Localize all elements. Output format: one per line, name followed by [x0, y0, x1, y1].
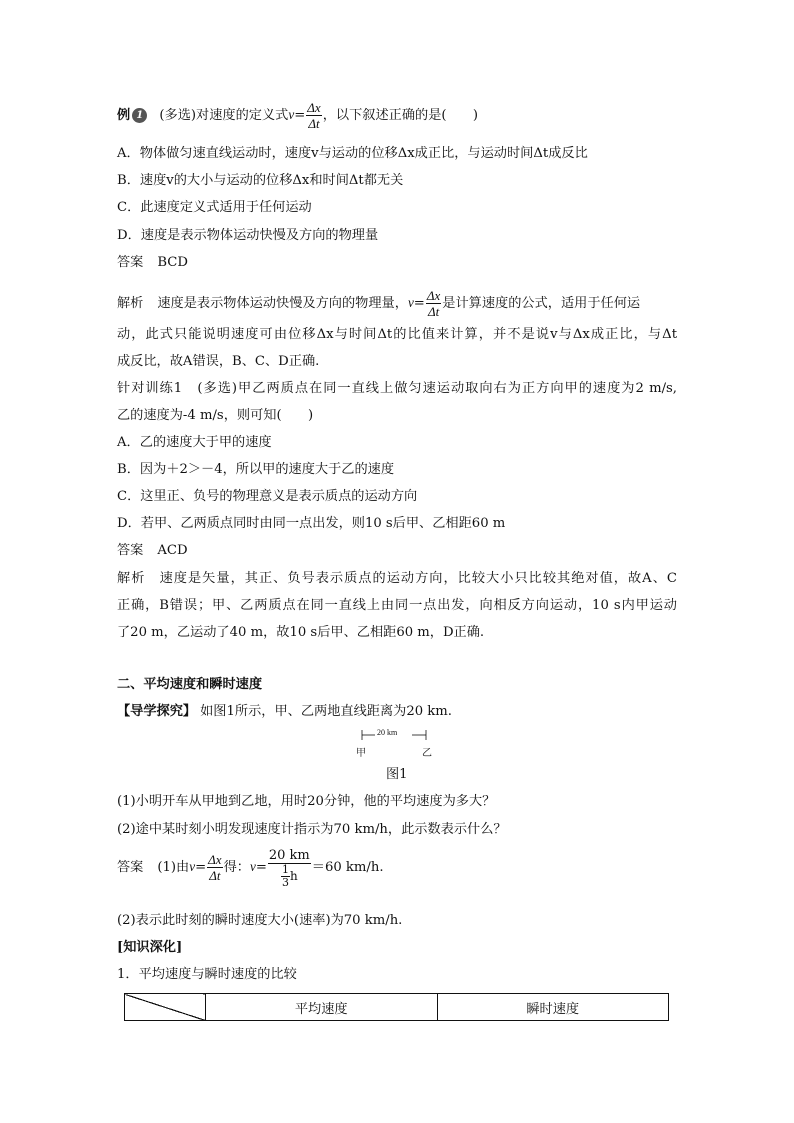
header-instantaneous-velocity: 瞬时速度 — [437, 994, 669, 1021]
equals-sign: = — [294, 108, 306, 123]
one-third-denominator: 3 — [281, 876, 289, 889]
training-question-line1: 针对训练1 (多选)甲乙两质点在同一直线上做匀速运动取向右为正方向甲的速度为2 m/s, — [117, 381, 677, 396]
figure-caption: 图1 — [386, 767, 408, 782]
option-d: D．速度是表示物体运动快慢及方向的物理量 — [117, 228, 379, 243]
fraction-denominator: Δt — [308, 116, 320, 131]
distance-label: 20 km — [377, 728, 398, 737]
training-analysis-line1 — [117, 570, 677, 588]
point-yi: 乙 — [422, 748, 432, 759]
fraction-numerator: Δx — [208, 852, 222, 867]
point-jia: 甲 — [356, 748, 366, 759]
table-corner-cell — [125, 994, 206, 1021]
question-text: (多选)对速度的定义式 — [159, 108, 289, 123]
example-analysis-line1 — [117, 288, 640, 319]
analysis-text: 速度是矢量，其正、负号表示质点的运动方向，比较大小只比较其绝对值，故A、C — [159, 571, 677, 586]
fraction-numerator: 20 km — [268, 848, 310, 863]
knowledge-label: [知识深化] — [117, 940, 183, 955]
guide-label: 【导学探究】 — [117, 704, 197, 719]
speed-fraction — [268, 848, 311, 889]
training-option-b: B．因为＋2＞－4，所以甲的速度大于乙的速度 — [117, 462, 395, 477]
example-label: 例 — [117, 108, 131, 123]
figure-1 — [350, 726, 450, 760]
answer-text: 得： — [223, 860, 250, 875]
guide-answer-1 — [117, 848, 384, 889]
fraction-numerator: Δx — [426, 288, 441, 303]
equals-sign: = — [195, 860, 207, 875]
hour-unit: h — [289, 869, 298, 883]
velocity-symbol: v — [249, 859, 256, 874]
equals-sign: = — [255, 860, 267, 875]
answer-label: 答案 — [117, 543, 144, 558]
answer-label: 答案 — [117, 255, 144, 270]
velocity-fraction — [306, 100, 321, 131]
guide-line — [117, 703, 452, 721]
question-end: ，以下叙述正确的是( ) — [322, 108, 479, 123]
velocity-fraction — [426, 288, 441, 319]
option-b: B．速度v的大小与运动的位移Δx和时间Δt都无关 — [117, 173, 404, 188]
velocity-symbol: v — [407, 295, 414, 310]
answer-result: ＝60 km/h. — [311, 860, 384, 875]
training-analysis-line2: 正确，B错误；甲、乙两质点在同一直线上由同一点出发，向相反方向运动，10 s内甲运动 — [117, 598, 677, 613]
comparison-title: 1．平均速度与瞬时速度的比较 — [117, 967, 297, 982]
fraction-denominator: Δt — [209, 868, 221, 883]
training-option-c: C．这里正、负号的物理意义是表示质点的运动方向 — [117, 489, 418, 504]
question-2: (2)途中某时刻小明发现速度计指示为70 km/h，此示数表示什么？ — [117, 822, 507, 837]
example-number-badge: 1 — [132, 108, 147, 123]
option-c: C．此速度定义式适用于任何运动 — [117, 200, 312, 215]
training-option-d: D．若甲、乙两质点同时由同一点出发，则10 s后甲、乙相距60 m — [117, 516, 506, 531]
fraction-numerator: Δx — [307, 100, 321, 115]
velocity-symbol: v — [189, 859, 196, 874]
training-question-line2: 乙的速度为-4 m/s，则可知( ) — [117, 408, 314, 423]
answer-value: ACD — [157, 543, 188, 558]
one-third-numerator: 1 — [281, 863, 289, 876]
answer-text: (1)由 — [157, 860, 190, 875]
guide-text: 如图1所示，甲、乙两地直线距离为20 km. — [200, 704, 452, 719]
section-heading: 二、平均速度和瞬时速度 — [117, 677, 263, 692]
fraction-denominator: Δt — [427, 304, 440, 319]
example-analysis-line2: 动，此式只能说明速度可由位移Δx与时间Δt的比值来计算，并不是说v与Δx成正比，与Δt — [117, 327, 677, 342]
table-row — [125, 994, 669, 1021]
comparison-table — [124, 993, 669, 1021]
analysis-text: 是计算速度的公式，适用于任何运 — [442, 296, 641, 311]
answer-value: BCD — [157, 255, 188, 270]
fraction-denominator — [268, 864, 311, 889]
training-option-a: A．乙的速度大于甲的速度 — [117, 435, 272, 450]
analysis-text: 速度是表示物体运动快慢及方向的物理量， — [157, 296, 408, 311]
example-answer — [117, 254, 188, 272]
training-analysis-line3: 了20 m，乙运动了40 m，故10 s后甲、乙相距60 m，D正确. — [117, 625, 485, 640]
equals-sign: = — [413, 296, 425, 311]
analysis-label: 解析 — [117, 571, 146, 586]
velocity-symbol: v — [288, 107, 295, 122]
analysis-label: 解析 — [117, 296, 144, 311]
guide-answer-2: (2)表示此时刻的瞬时速度大小(速率)为70 km/h. — [117, 913, 403, 928]
option-a: A．物体做匀速直线运动时，速度v与运动的位移Δx成正比，与运动时间Δt成反比 — [117, 146, 588, 161]
training-answer — [117, 542, 188, 560]
example-analysis-line3: 成反比，故A错误，B、C、D正确. — [117, 354, 320, 369]
question-1: (1)小明开车从甲地到乙地，用时20分钟，他的平均速度为多大？ — [117, 794, 496, 809]
velocity-fraction — [207, 852, 222, 883]
header-average-velocity: 平均速度 — [206, 994, 438, 1021]
example-question — [117, 100, 478, 131]
answer-label: 答案 — [117, 860, 144, 875]
